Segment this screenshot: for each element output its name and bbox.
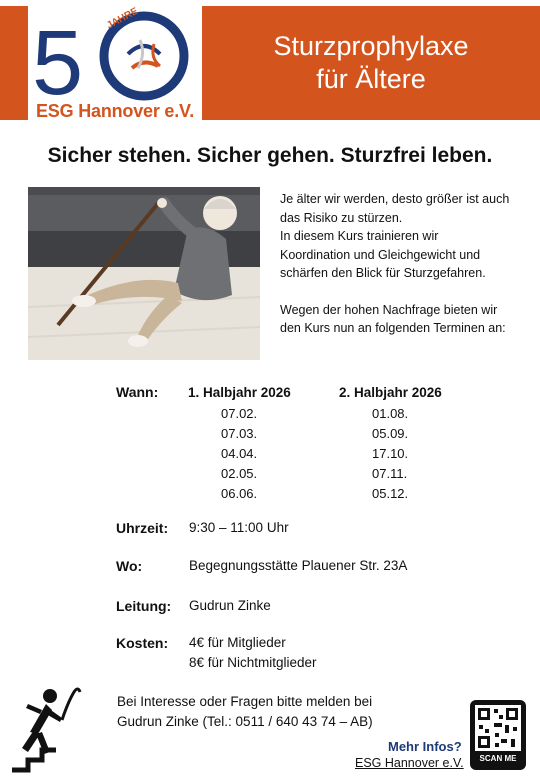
anniversary-logo-icon bbox=[28, 6, 200, 106]
date-h1: 07.02. bbox=[221, 406, 258, 421]
time-label: Uhrzeit: bbox=[116, 520, 169, 536]
intro-line: Wegen der hohen Nachfrage bieten wir bbox=[280, 302, 498, 317]
intro-line: In diesem Kurs trainieren wir bbox=[280, 229, 439, 243]
date-h2: 01.08. bbox=[372, 406, 409, 421]
contact-line-1: Bei Interesse oder Fragen bitte melden bei bbox=[117, 694, 373, 709]
cost-label: Kosten: bbox=[116, 635, 169, 651]
half-year-2-title: 2. Halbjahr 2026 bbox=[339, 385, 442, 400]
where-value: Begegnungsstätte Plauener Str. 23A bbox=[189, 558, 408, 573]
where-label: Wo: bbox=[116, 558, 143, 574]
falling-person-icon bbox=[8, 684, 94, 774]
header-accent-strip bbox=[0, 6, 28, 120]
lead-value: Gudrun Zinke bbox=[189, 598, 271, 613]
intro-text bbox=[280, 190, 535, 338]
logo-word: JAHRE bbox=[104, 6, 141, 32]
date-h1: 04.04. bbox=[221, 446, 258, 461]
intro-line: schärfen den Blick für Sturzgefahren. bbox=[280, 266, 486, 280]
when-label: Wann: bbox=[116, 384, 159, 400]
time-value: 9:30 – 11:00 Uhr bbox=[189, 520, 289, 535]
intro-line: Koordination und Gleichgewicht und bbox=[280, 247, 481, 262]
contact-info bbox=[117, 692, 437, 732]
title-line-1: Sturzprophylaxe bbox=[273, 31, 469, 61]
photo-fallen-senior bbox=[28, 187, 260, 360]
ball-icon bbox=[128, 40, 160, 68]
logo-org-name: ESG Hannover e.V. bbox=[36, 101, 195, 121]
date-h2: 05.09. bbox=[372, 426, 409, 441]
header bbox=[0, 0, 540, 120]
slogan: Sicher stehen. Sicher gehen. Sturzfrei leben. bbox=[47, 144, 493, 167]
date-h1: 06.06. bbox=[221, 486, 258, 501]
title-line-2: für Ältere bbox=[316, 64, 426, 94]
more-info-label: Mehr Infos? bbox=[388, 739, 462, 754]
fallen-senior-illustration bbox=[28, 187, 260, 360]
intro-line: Je älter wir werden, desto größer ist auch bbox=[280, 192, 510, 206]
qr-code[interactable] bbox=[470, 700, 526, 770]
date-h1: 02.05. bbox=[221, 466, 258, 481]
date-h2: 05.12. bbox=[372, 486, 409, 501]
scan-me-label: SCAN ME bbox=[479, 754, 517, 763]
cost-members: 4€ für Mitglieder bbox=[189, 635, 286, 650]
lead-label: Leitung: bbox=[116, 598, 172, 614]
contact-line-2: Gudrun Zinke (Tel.: 0511 / 640 43 74 – AB) bbox=[117, 714, 373, 729]
intro-line: den Kurs nun an folgenden Terminen an: bbox=[280, 321, 506, 335]
date-h1: 07.03. bbox=[221, 426, 258, 441]
intro-line: das Risiko zu stürzen. bbox=[280, 210, 403, 225]
date-h2: 17.10. bbox=[372, 446, 409, 461]
qr-code-icon bbox=[475, 705, 521, 751]
logo bbox=[28, 6, 200, 120]
half-year-1-title: 1. Halbjahr 2026 bbox=[188, 385, 291, 400]
cost-nonmembers: 8€ für Nichtmitglieder bbox=[189, 655, 317, 670]
title-banner bbox=[202, 6, 540, 120]
logo-number-5: 5 bbox=[32, 12, 84, 106]
date-h2: 07.11. bbox=[372, 466, 408, 481]
footer-org-link[interactable]: ESG Hannover e.V. bbox=[355, 756, 464, 770]
